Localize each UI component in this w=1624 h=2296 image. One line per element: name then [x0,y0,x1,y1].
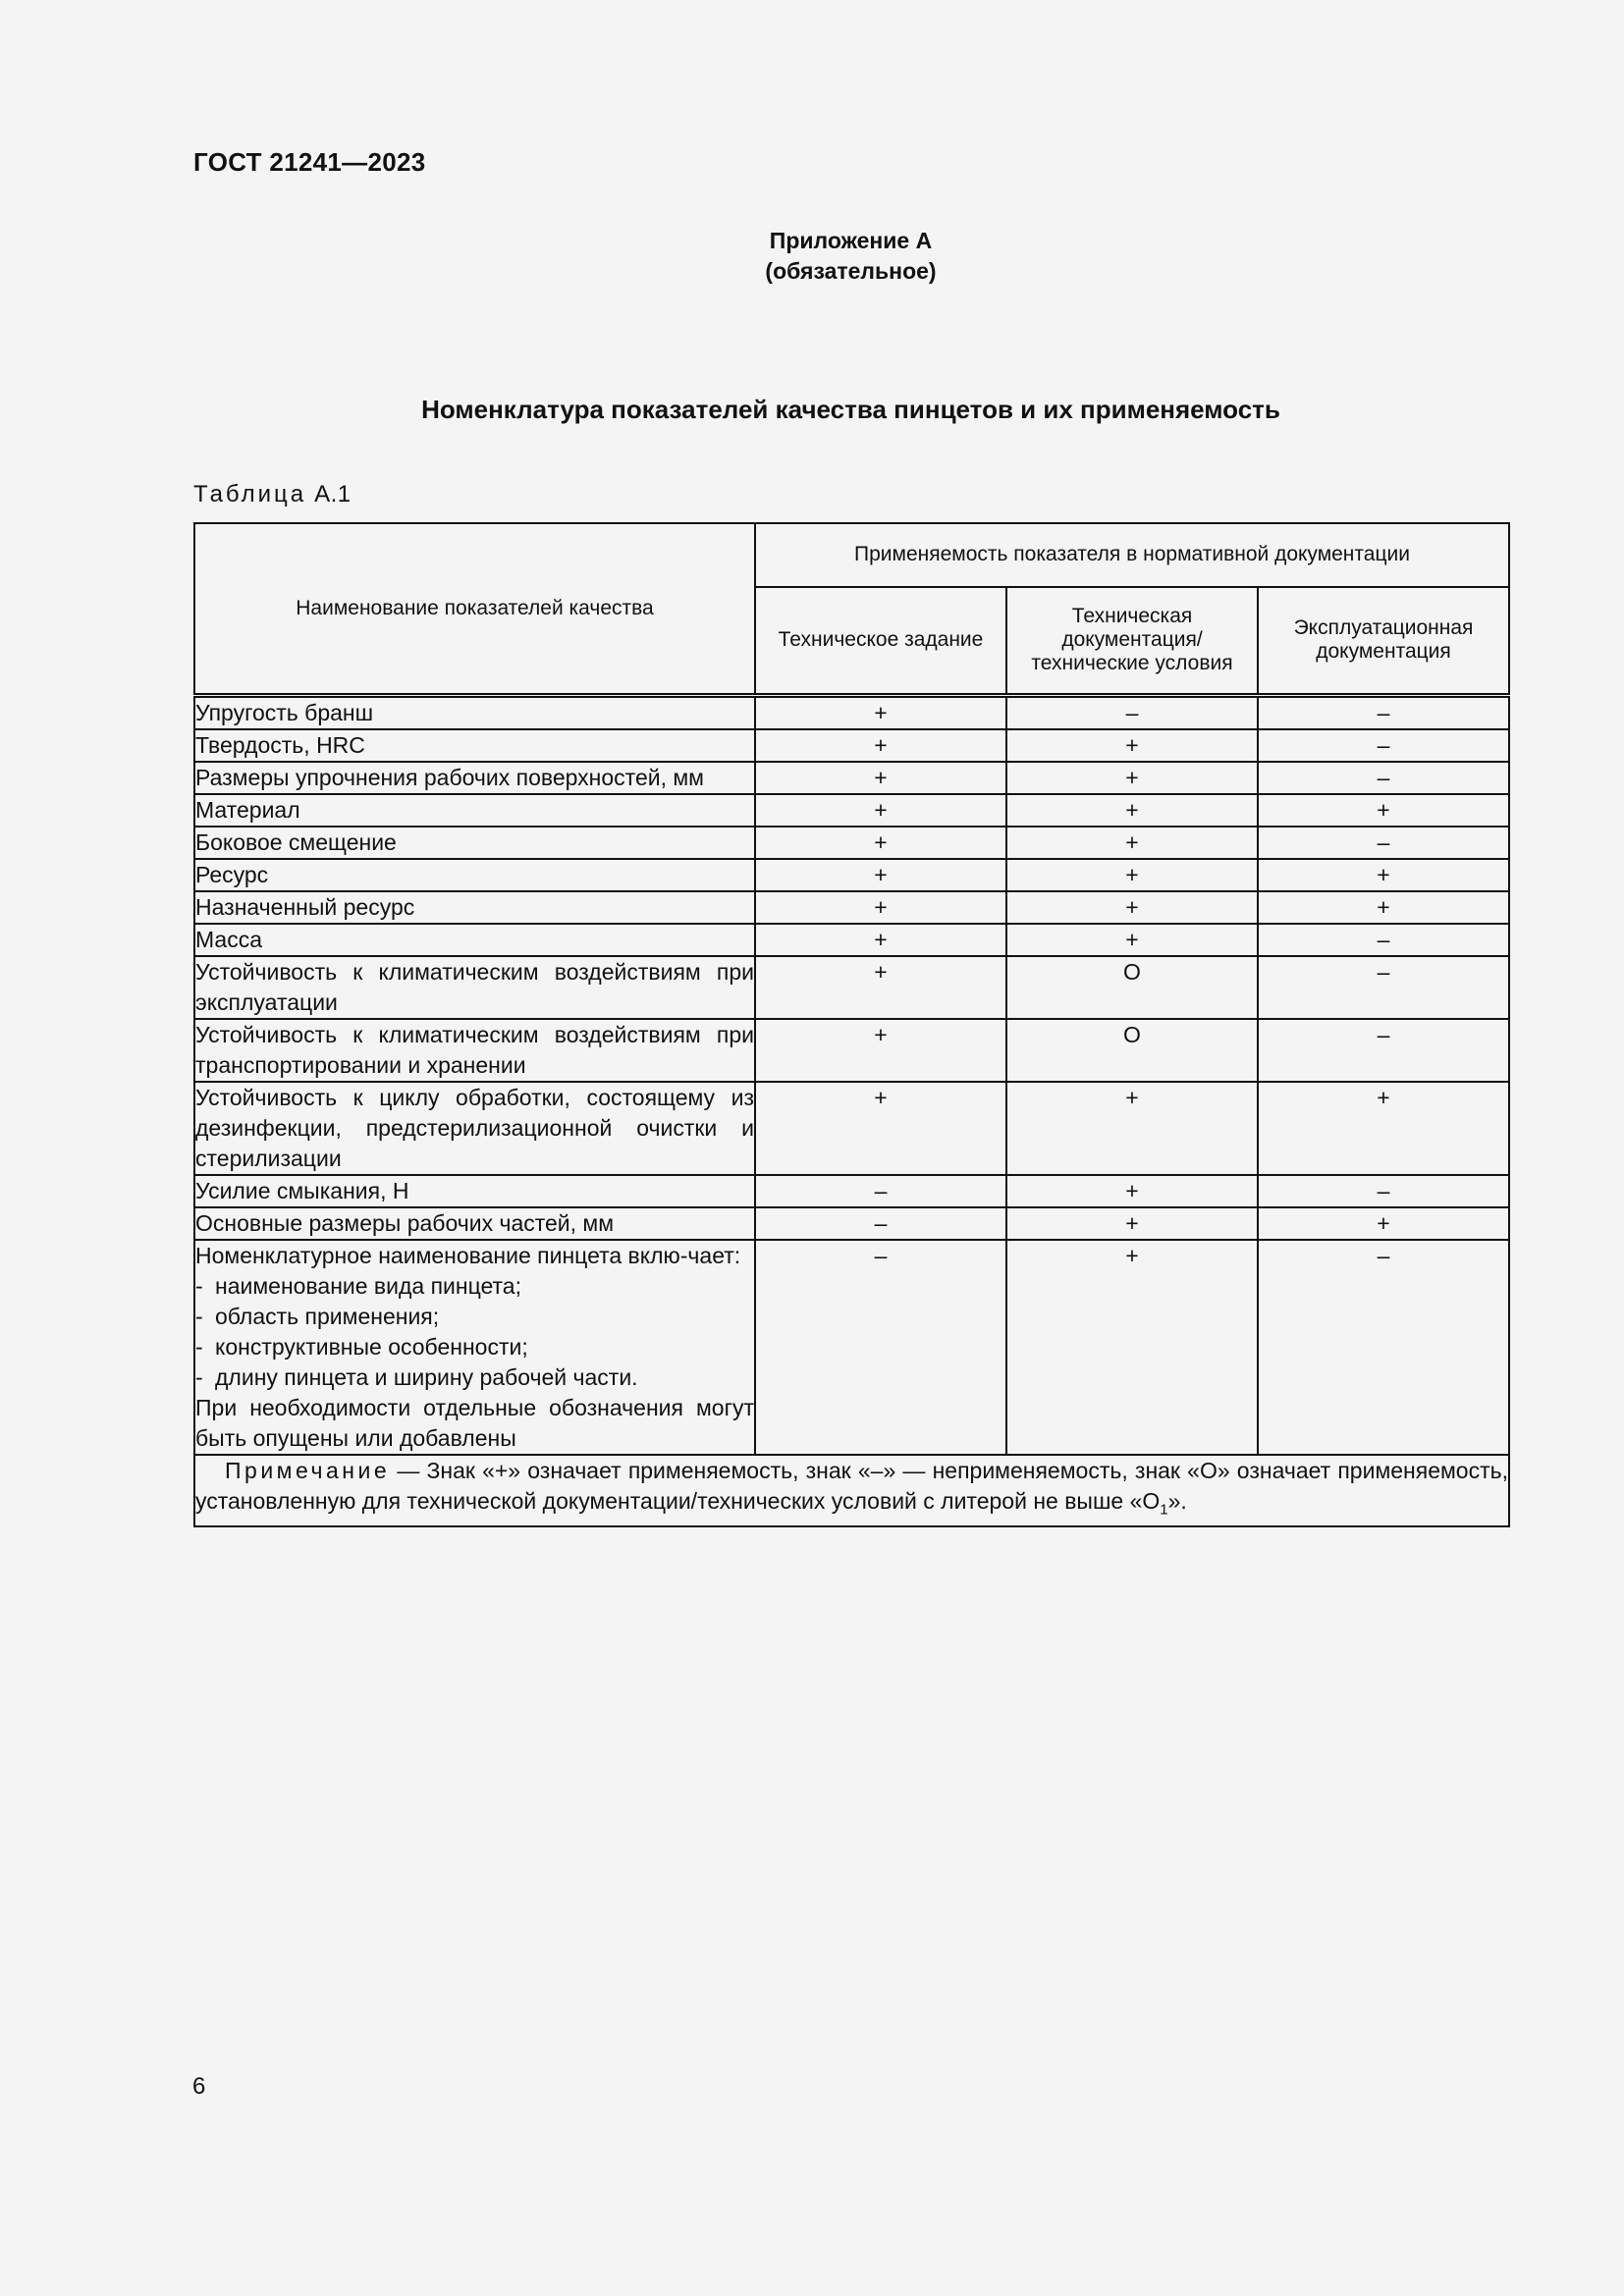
table-row [194,729,1509,762]
composite-intro: Номенклатурное наименование пинцета вклю-чает: [195,1243,741,1268]
applicability-mark-ed: – [1258,956,1509,1019]
applicability-mark-ed: – [1258,924,1509,956]
applicability-mark-tz: + [755,794,1006,827]
applicability-mark-td: + [1006,827,1258,859]
applicability-mark-tz: + [755,1082,1006,1175]
applicability-mark-tz: + [755,956,1006,1019]
header-technical-documentation: Техническая документация/ технические условия [1006,587,1258,696]
applicability-mark-tz: + [755,729,1006,762]
quality-indicators-table [193,522,1510,1527]
annex-heading [0,226,1624,287]
table-row [194,1082,1509,1175]
table-caption-label: Таблица [193,481,307,507]
indicator-name: Назначенный ресурс [194,891,755,924]
list-item-text: конструктивные особенности; [215,1334,528,1360]
list-item-text: область применения; [215,1304,440,1329]
table-caption [193,481,352,508]
applicability-mark-tz: + [755,827,1006,859]
applicability-mark-td: + [1006,891,1258,924]
applicability-mark-td: + [1006,1207,1258,1240]
indicator-name: Масса [194,924,755,956]
applicability-mark-ed: – [1258,729,1509,762]
table-row [194,794,1509,827]
applicability-mark-td: + [1006,794,1258,827]
annex-title: Приложение А [769,228,933,253]
annex-status: (обязательное) [765,258,937,284]
list-dash: - [195,1273,203,1299]
table-row [194,696,1509,730]
note-text: — Знак «+» означает применяемость, знак «–» — неприменяемость, знак «О» означает применяемость, установленную для технической документации/технических условий с литерой не выше «О [195,1458,1509,1514]
applicability-mark-ed: + [1258,1207,1509,1240]
indicator-name: Устойчивость к климатическим воздействиям при транспортировании и хранении [194,1019,755,1082]
indicator-name: Материал [194,794,755,827]
applicability-mark-ed: – [1258,827,1509,859]
applicability-mark-td: + [1006,1175,1258,1207]
applicability-mark-tz: + [755,859,1006,891]
applicability-mark-tz: + [755,924,1006,956]
note-subscript: 1 [1160,1501,1168,1519]
applicability-mark-td: + [1006,859,1258,891]
applicability-mark-ed: + [1258,794,1509,827]
applicability-mark-ed: – [1258,1240,1509,1455]
indicator-name: Твердость, HRC [194,729,755,762]
applicability-mark-ed: – [1258,762,1509,794]
list-item-text: длину пинцета и ширину рабочей части. [215,1364,638,1390]
section-title: Номенклатура показателей качества пинцетов и их применяемость [421,395,1280,424]
indicator-name: Устойчивость к климатическим воздействиям при эксплуатации [194,956,755,1019]
table-row [194,1175,1509,1207]
applicability-mark-td: + [1006,762,1258,794]
applicability-mark-td: О [1006,1019,1258,1082]
applicability-mark-td: + [1006,1082,1258,1175]
header-technical-assignment: Техническое задание [755,587,1006,696]
applicability-mark-tz: + [755,1019,1006,1082]
applicability-mark-tz: – [755,1175,1006,1207]
note-end: ». [1167,1488,1187,1514]
applicability-mark-tz: – [755,1207,1006,1240]
indicator-name: Основные размеры рабочих частей, мм [194,1207,755,1240]
composite-list-item [195,1302,754,1332]
table-row [194,859,1509,891]
indicator-name: Устойчивость к циклу обработки, состоящему из дезинфекции, предстерилизационной очистки и стерилизации [194,1082,755,1175]
table-row [194,956,1509,1019]
composite-outro: При необходимости отдельные обозначения могут быть опущены или добавлены [195,1395,754,1451]
composite-list-item [195,1362,754,1393]
document-code: ГОСТ 21241—2023 [193,147,426,177]
table-row [194,1240,1509,1455]
applicability-mark-ed: + [1258,891,1509,924]
table-row [194,891,1509,924]
page-number: 6 [192,2073,206,2100]
list-dash: - [195,1304,203,1329]
table-row [194,827,1509,859]
applicability-mark-tz: – [755,1240,1006,1455]
applicability-mark-tz: + [755,696,1006,730]
indicator-name: Усилие смыкания, Н [194,1175,755,1207]
applicability-mark-ed: + [1258,1082,1509,1175]
applicability-mark-tz: + [755,891,1006,924]
applicability-mark-ed: – [1258,1175,1509,1207]
indicator-name: Упругость бранш [194,696,755,730]
note-label: Примечание [225,1458,391,1483]
table-row [194,762,1509,794]
table-note [194,1455,1509,1526]
applicability-mark-td: О [1006,956,1258,1019]
indicator-name: Размеры упрочнения рабочих поверхностей, мм [194,762,755,794]
header-indicator-name: Наименование показателей качества [194,523,755,696]
header-operational-documentation: Эксплуатационная документация [1258,587,1509,696]
composite-list-item [195,1332,754,1362]
applicability-mark-ed: – [1258,696,1509,730]
list-dash: - [195,1364,203,1390]
applicability-mark-ed: + [1258,859,1509,891]
applicability-mark-ed: – [1258,1019,1509,1082]
list-dash: - [195,1334,203,1360]
applicability-mark-td: + [1006,1240,1258,1455]
header-applicability-group: Применяемость показателя в нормативной документации [755,523,1509,587]
list-item-text: наименование вида пинцета; [215,1273,521,1299]
composite-list-item [195,1271,754,1302]
table-row [194,1207,1509,1240]
table-body [194,696,1509,1526]
table-row [194,1019,1509,1082]
table-caption-number: А.1 [314,481,352,507]
table-note-row [194,1455,1509,1526]
applicability-mark-td: + [1006,729,1258,762]
applicability-mark-tz: + [755,762,1006,794]
indicator-name-composite [194,1240,755,1455]
table-row [194,924,1509,956]
indicator-name: Боковое смещение [194,827,755,859]
applicability-mark-td: – [1006,696,1258,730]
applicability-mark-td: + [1006,924,1258,956]
indicator-name: Ресурс [194,859,755,891]
